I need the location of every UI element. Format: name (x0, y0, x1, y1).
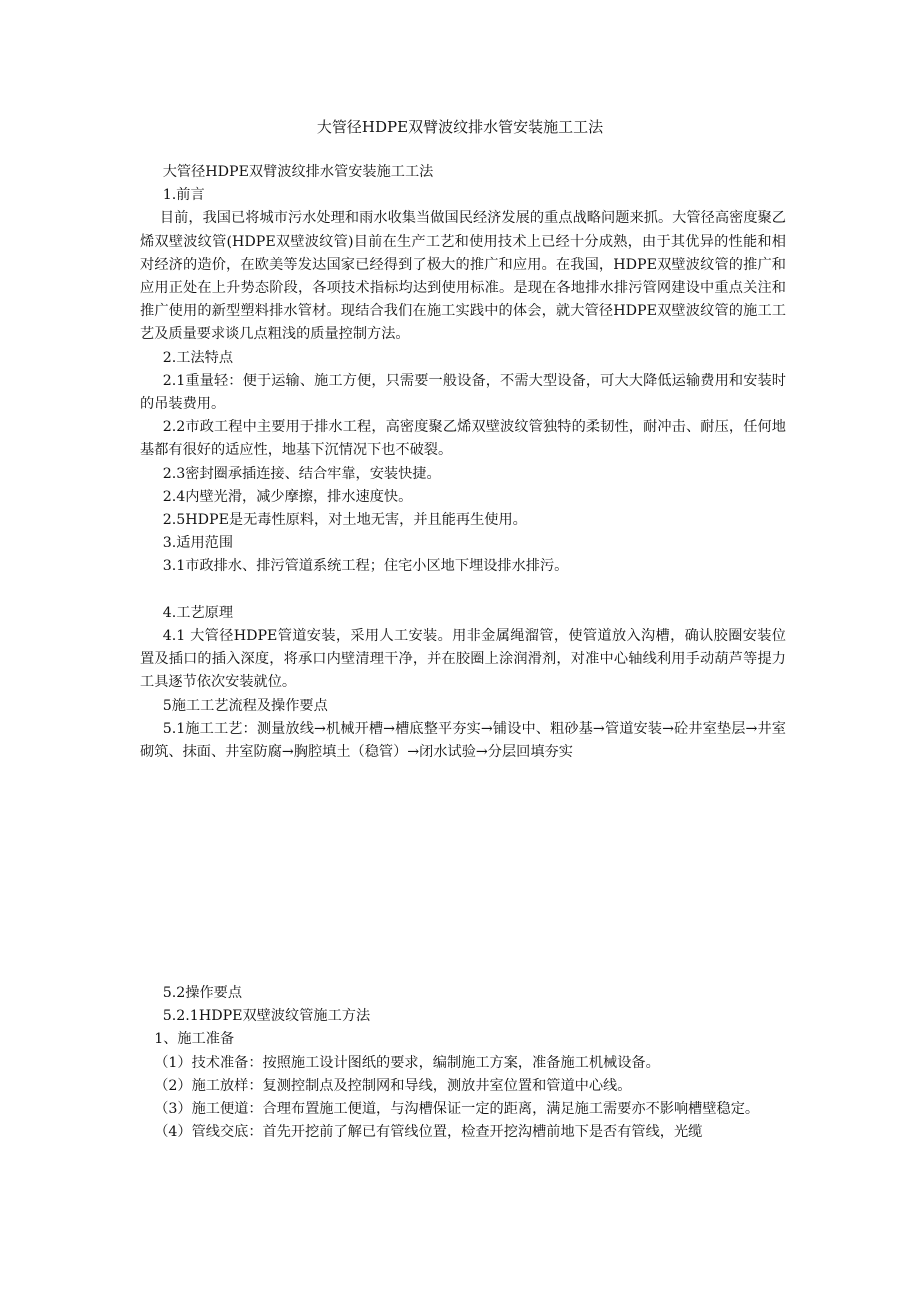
prep-item-3: （3）施工便道：合理布置施工便道，与沟槽保证一定的距离，满足施工需要亦不影响槽壁稳定。 (154, 1101, 760, 1118)
document-title: 大管径HDPE双臂波纹排水管安装施工工法 (316, 118, 604, 136)
paragraph-spacer (140, 579, 786, 602)
prep-item-4: （4）管线交底：首先开挖前了解已有管线位置，检查开挖沟槽前地下是否有管线，光缆 (154, 1124, 703, 1141)
prep-title: 1、施工准备 (154, 1031, 235, 1048)
section-5-title: 5施工工艺流程及操作要点 (162, 697, 328, 714)
prep-item-2: （2）施工放样：复测控制点及控制网和导线，测放井室位置和管道中心线。 (154, 1077, 632, 1094)
section-2-item-3: 2.3密封圈承插连接、结合牢靠，安装快捷。 (162, 465, 441, 482)
section-2-item-4: 2.4内壁光滑，减少摩擦，排水速度快。 (162, 488, 413, 505)
section-3-title: 3.适用范围 (162, 535, 234, 552)
document-heading: 大管径HDPE双臂波纹排水管安装施工工法 (162, 164, 434, 180)
section-2-item-2: 2.2市政工程中主要用于排水工程，高密度聚乙烯双壁波纹管独特的柔韧性，耐冲击、耐压，任何地基都有很好的适应性，地基下沉情况下也不破裂。 (140, 419, 786, 459)
section-3-item-1: 3.1市政排水、排污管道系统工程；住宅小区地下埋设排水排污。 (162, 558, 569, 575)
document-body-top (140, 161, 786, 764)
section-4-title: 4.工艺原理 (162, 604, 234, 621)
section-2-title: 2.工法特点 (162, 349, 234, 366)
section-1-body: 目前，我国已将城市污水处理和雨水收集当做国民经济发展的重点战略问题来抓。大管径高密度聚乙烯双壁波纹管(HDPE双壁波纹管)目前在生产工艺和使用技术上已经十分成熟，由于其优异的性能和相对经济的造价，在欧美等发达国家已经得到了极大的推广和应用。在我国，HDPE双壁波纹管的推广和应用正处在上升势态阶段，各项技术指标均达到使用标准。是现在各地排水排污管网建设中重点关注和推广使用的新型塑料排水管材。现结合我们在施工实践中的体会，就大管径HDPE双壁波纹管的施工工艺及质量要求谈几点粗浅的质量控制方法。 (140, 210, 786, 343)
section-5-item-1: 5.1施工工艺：测量放线→机械开槽→槽底整平夯实→铺设中、粗砂基→管道安装→砼井室垫层→井室砌筑、抹面、井室防腐→胸腔填土（稳管）→闭水试验→分层回填夯实 (140, 720, 786, 761)
section-1-title: 1.前言 (162, 187, 205, 204)
document-body-bottom (140, 982, 786, 1144)
section-2-item-1: 2.1重量轻：便于运输、施工方便，只需要一般设备，不需大型设备，可大大降低运输费用和安装时的吊装费用。 (140, 372, 786, 413)
prep-item-1: （1）技术准备：按照施工设计图纸的要求，编制施工方案，准备施工机械设备。 (154, 1054, 660, 1071)
section-4-item-1: 4.1 大管径HDPE管道安装，采用人工安装。用非金属绳溜管，使管道放入沟槽，确认胶圈安装位置及插口的插入深度，将承口内壁清理干净，并在胶圈上涂润滑剂，对准中心轴线利用手动葫芦等提力工具逐节依次安装就位。 (140, 628, 786, 691)
section-5-2-title: 5.2操作要点 (162, 985, 243, 1001)
section-2-item-5: 2.5HDPE是无毒性原料，对土地无害，并且能再生使用。 (162, 512, 527, 529)
section-5-2-subtitle: 5.2.1HDPE双壁波纹管施工方法 (162, 1008, 371, 1025)
